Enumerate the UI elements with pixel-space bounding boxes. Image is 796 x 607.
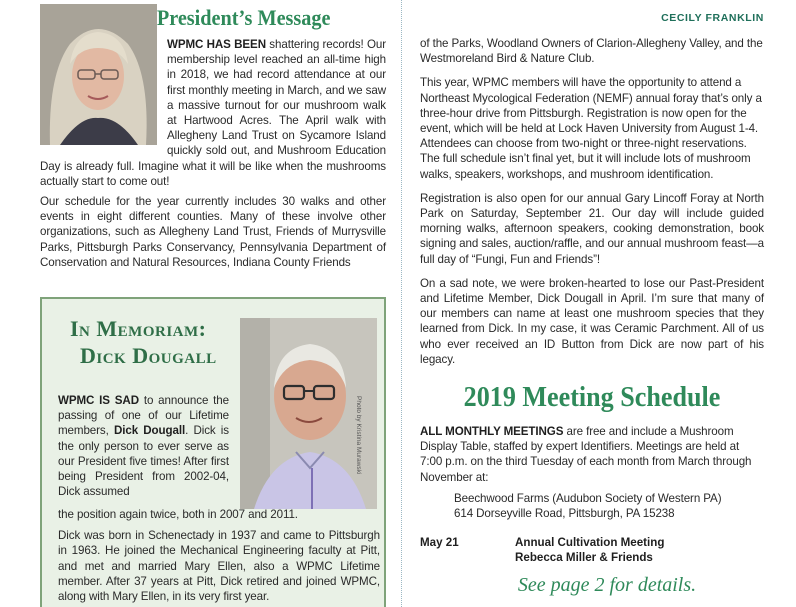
meetings-intro xyxy=(420,424,764,485)
in-memoriam-title-line-2: Dick Dougall xyxy=(80,343,217,368)
memoriam-text-a: to announce the passing of one of our Lifetime members, xyxy=(58,394,229,438)
right-column xyxy=(420,0,764,607)
schedule-details xyxy=(515,535,664,565)
memoriam-paragraph-1-end: the position again twice, both in 2007 and 2011. xyxy=(58,508,298,521)
schedule-presenter: Rebecca Miller & Friends xyxy=(515,551,653,565)
in-memoriam-title-line-1: In Memoriam: xyxy=(70,316,207,341)
photo-credit: Photo by Kristina Murawski xyxy=(355,396,362,475)
president-lead-in: WPMC HAS BEEN xyxy=(167,38,266,51)
schedule-event: Annual Cultivation Meeting xyxy=(515,536,665,550)
president-paragraph-5: On a sad note, we were broken-hearted to lose our Past-President and Lifetime Member, Dick Dougall in April. I’m sure that many of our members can name at least one mushroom species that they learned from Dick. In my case, it was Ceramic Parchment. All of us who ever received an ID Button from Dick are now part of his legacy. xyxy=(420,276,764,366)
left-column xyxy=(40,0,386,607)
memoriam-lead-in: WPMC IS SAD xyxy=(58,394,139,407)
schedule-row xyxy=(420,535,764,565)
president-paragraph-4: Registration is also open for our annual Gary Lincoff Foray at North Park on Saturday, September 21. Our day will include guided morning walks, afternoon speakers, cooking demonstration, book signing and sales, auction/raffle, and our annual mushroom feast—a full day of “Fungi, Fun and Friends”! xyxy=(420,191,764,266)
author-byline: CECILY FRANKLIN xyxy=(661,12,764,24)
memoriam-paragraph-2: Dick was born in Schenectady in 1937 and came to Pittsburgh in 1963. He joined the Mechanical Engineering faculty at Pitt, and met and married Mary Ellen, also a WPMC Lifetime member. After 37 years at Pitt, Dick retired and joined WPMC, along with Mary Ellen, in its very first year. xyxy=(58,529,380,604)
memoriam-wide-text xyxy=(58,507,380,604)
meeting-address xyxy=(420,491,764,521)
in-memoriam-box xyxy=(40,297,386,607)
address-line-2: 614 Dorseyville Road, Pittsburgh, PA 15238 xyxy=(454,507,675,521)
president-paragraph-2: Our schedule for the year currently includes 30 walks and other events in eight different counties. Many of these involve other organizations, such as Allegheny Land Trust, Friends of Murrysville Parks, Pittsburgh Parks Conservancy, Pennsylvania Department of Conservation and Natural Resources, Indiana County Friends xyxy=(40,195,386,269)
president-paragraph-3: This year, WPMC members will have the opportunity to attend a Northeast Mycological Federation (NEMF) annual foray that’s only a three-hour drive from Pittsburgh. Registration is now open for the event, which will be held at Lock Haven University from August 1-4. Attendees can choose from two-night or three-night reservations. The full schedule isn’t final yet, but it will include lots of mushroom walks, speakers, workshops, and mushroom identification. xyxy=(420,76,762,181)
meetings-intro-text: are free and include a Mushroom Display Table, staffed by expert Identifiers. Meetings are held at 7:00 p.m. on the third Tuesday of each month from March through November at: xyxy=(420,425,752,484)
schedule-date: May 21 xyxy=(420,536,459,550)
memoriam-name: Dick Dougall xyxy=(113,424,186,438)
column-divider xyxy=(401,0,402,607)
see-page-link[interactable]: See page 2 for details. xyxy=(517,573,697,596)
president-paragraph-2-continued: of the Parks, Woodland Owners of Clarion-Allegheny Valley, and the Westmoreland Bird & Nature Club. xyxy=(420,37,763,66)
memoriam-text-b: . Dick is the only person to ever serve as our President five times! After first being President from 2002-04, Dick assumed xyxy=(58,424,229,499)
memoriam-paragraph-1 xyxy=(58,393,229,499)
presidents-message-title: President’s Message xyxy=(156,5,331,30)
meeting-schedule-title: 2019 Meeting Schedule xyxy=(463,381,721,414)
president-paragraph-1-text: shattering records! Our membership level reached an all-time high in 2018, we had record attendance at our first monthly meeting in March, and we saw a massive turnout for our mushroom walk at Hartwood Acres. The April walk with Allegheny Land Trust on Sycamore Island quickly sold out, and Mushroom Education Day is already full. Imagine what it will be like when the mushrooms actually start to come out! xyxy=(40,38,386,188)
address-line-1: Beechwood Farms (Audubon Society of Western PA) xyxy=(454,491,722,505)
meetings-lead-in: ALL MONTHLY MEETINGS xyxy=(420,425,564,439)
